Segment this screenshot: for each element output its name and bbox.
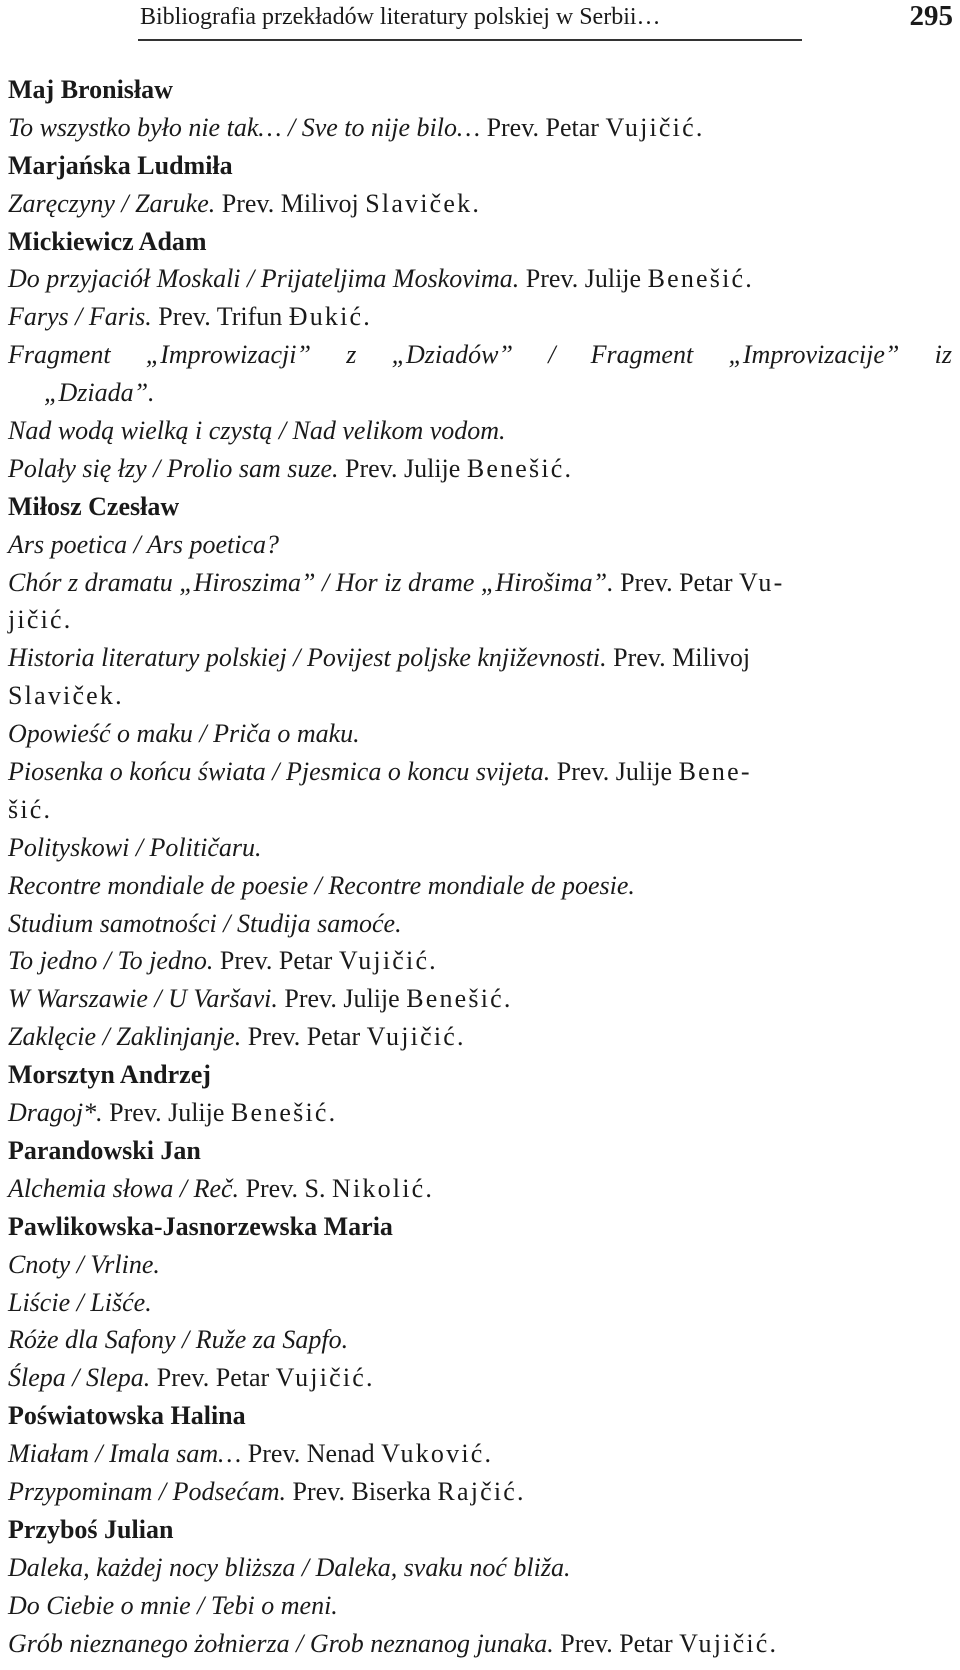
author-name: Morsztyn Andrzej	[8, 1060, 211, 1090]
translator-surname: Vuković.	[381, 1439, 494, 1469]
work-title-line	[8, 1549, 952, 1587]
translator-surname: Benešić.	[466, 453, 574, 483]
translator-label: Prev. Milivoj	[606, 643, 751, 673]
title-word: Fragment	[590, 340, 694, 370]
work-title: Zaklęcie / Zaklinjanje.	[8, 1022, 242, 1052]
running-header-title: Bibliografia przekładów literatury polskiej w Serbii…	[140, 4, 661, 30]
work-title-line	[8, 1625, 952, 1663]
work-title: Miałam / Imala sam…	[8, 1439, 242, 1469]
author-name: Poświatowska Halina	[8, 1401, 246, 1431]
page-number: 295	[909, 0, 953, 32]
translator-label: Prev. Petar	[553, 1628, 680, 1658]
author-name: Pawlikowska-Jasnorzewska Maria	[8, 1211, 393, 1241]
work-title: Daleka, każdej nocy bliższa / Daleka, svaku noć bliža.	[8, 1552, 571, 1582]
translator-surname: Đukić.	[288, 302, 372, 332]
work-title-line	[8, 564, 952, 602]
translator-surname: Vujičić.	[679, 1628, 779, 1658]
work-title: „Dziada”.	[44, 378, 155, 408]
translator-label: Prev. Trifun	[151, 302, 289, 332]
translator-label: Prev. Julije	[277, 984, 407, 1014]
header-rule	[138, 39, 802, 41]
work-title-line	[8, 1018, 952, 1056]
running-header	[0, 0, 960, 40]
author-name: Parandowski Jan	[8, 1135, 201, 1165]
translator-label: Prev. Julije	[102, 1098, 231, 1128]
translator-surname: Slaviček.	[365, 188, 482, 218]
translator-label: Prev. Julije	[519, 264, 648, 294]
translator-label: Prev. Julije	[338, 453, 467, 483]
work-title-line	[8, 791, 952, 829]
work-title: Dragoj*.	[8, 1098, 103, 1128]
work-title: Polały się łzy / Prolio sam suze.	[8, 453, 339, 483]
translator-label: Prev. S.	[239, 1173, 332, 1203]
work-title: Do Ciebie o mnie / Tebi o meni.	[8, 1590, 338, 1620]
work-title-line	[8, 260, 952, 298]
author-entry	[8, 147, 952, 223]
work-title: Chór z dramatu „Hiroszima” / Hor iz drame „Hirošima”.	[8, 567, 614, 597]
author-name: Mickiewicz Adam	[8, 226, 207, 256]
work-title: Do przyjaciół Moskali / Prijateljima Moskovima.	[8, 264, 520, 294]
translator-label: Prev. Milivoj	[215, 188, 366, 218]
translator-label: Prev. Petar	[613, 567, 739, 597]
title-word: „Improvizacije”	[728, 340, 900, 370]
work-title: Liście / Lišće.	[8, 1287, 152, 1317]
translator-label: Prev. Petar	[241, 1022, 367, 1052]
author-entry	[8, 1056, 952, 1132]
work-title: Róże dla Safony / Ruže za Sapfo.	[8, 1325, 349, 1355]
bibliography-list	[8, 71, 952, 1662]
title-word: iz	[934, 340, 952, 370]
translator-surname: Slaviček.	[8, 681, 124, 711]
translator-surname: Vujičić.	[338, 946, 438, 976]
work-title: Piosenka o końcu świata / Pjesmica o koncu svijeta.	[8, 757, 551, 787]
work-title: Przypominam / Podsećam.	[8, 1476, 287, 1506]
work-title-line	[8, 374, 952, 412]
work-title-line	[8, 867, 952, 905]
work-title-line	[8, 1473, 952, 1511]
work-title: To wszystko było nie tak… / Sve to nije bilo…	[8, 112, 481, 142]
work-title-line	[8, 1321, 952, 1359]
translator-label: Prev. Nenad	[241, 1439, 382, 1469]
author-name: Przyboś Julian	[8, 1514, 174, 1544]
work-title-line	[8, 1170, 952, 1208]
work-title-line	[8, 450, 952, 488]
author-entry	[8, 1132, 952, 1208]
work-title-line	[8, 1246, 952, 1284]
work-title-line	[8, 1094, 952, 1132]
work-title: To jedno / To jedno.	[8, 946, 214, 976]
work-title-line	[8, 753, 952, 791]
work-title-line	[8, 980, 952, 1018]
work-title-line	[8, 1587, 952, 1625]
work-title-line	[8, 1435, 952, 1473]
work-title-line	[8, 601, 952, 639]
work-title-line	[8, 109, 952, 147]
work-title-line	[8, 677, 952, 715]
work-title: Zaręczyny / Zaruke.	[8, 188, 216, 218]
work-title: Nad wodą wielką i czystą / Nad velikom vodom.	[8, 416, 506, 446]
work-title: Grób nieznanego żołnierza / Grob neznanog junaka.	[8, 1628, 554, 1658]
translator-label: Prev. Petar	[150, 1363, 276, 1393]
translator-label: Prev. Biserka	[286, 1476, 438, 1506]
translator-surname: Benešić.	[647, 264, 754, 294]
author-name: Miłosz Czesław	[8, 491, 180, 521]
work-title-line	[8, 1284, 952, 1322]
work-title-line	[8, 298, 952, 336]
work-title-line	[8, 526, 952, 564]
translator-label: Prev. Petar	[480, 112, 606, 142]
author-entry	[8, 488, 952, 1056]
work-title-line	[8, 412, 952, 450]
work-title-line	[8, 185, 952, 223]
author-entry	[8, 1208, 952, 1397]
work-title-line	[8, 905, 952, 943]
work-title: Opowieść o maku / Priča o maku.	[8, 719, 360, 749]
author-name: Marjańska Ludmiła	[8, 150, 233, 180]
translator-surname: jičić.	[8, 605, 73, 635]
translator-surname: Bene-	[678, 757, 752, 787]
author-entry	[8, 1511, 952, 1663]
work-title-line	[8, 829, 952, 867]
title-word: /	[548, 340, 556, 370]
title-word: „Dziadów”	[391, 340, 513, 370]
title-word: Fragment	[8, 340, 111, 370]
work-title: Recontre mondiale de poesie / Recontre mondiale de poesie.	[8, 870, 635, 900]
title-word: „Improwizacji”	[145, 340, 311, 370]
work-title-line	[8, 942, 952, 980]
work-title: Ars poetica / Ars poetica?	[8, 529, 280, 559]
translator-surname: Vujičić.	[275, 1363, 375, 1393]
work-title-line	[8, 639, 952, 677]
translator-label: Prev. Julije	[550, 757, 679, 787]
translator-surname: Nikolić.	[332, 1173, 435, 1203]
work-title: Alchemia słowa / Reč.	[8, 1173, 240, 1203]
work-title: Cnoty / Vrline.	[8, 1249, 160, 1279]
work-title: Historia literatury polskiej / Povijest poljske književnosti.	[8, 643, 607, 673]
author-entry	[8, 1397, 952, 1511]
translator-surname: Benešić.	[230, 1098, 338, 1128]
translator-surname: Rajčić.	[437, 1476, 526, 1506]
author-entry	[8, 223, 952, 488]
translator-surname: Vu-	[739, 567, 785, 597]
work-title-line	[8, 1359, 952, 1397]
translator-surname: šić.	[8, 794, 53, 824]
title-word: z	[346, 340, 357, 370]
author-entry	[8, 71, 952, 147]
work-title-line	[8, 715, 952, 753]
author-name: Maj Bronisław	[8, 75, 173, 104]
translator-surname: Vujičić.	[366, 1022, 466, 1052]
translator-surname: Vujičić.	[605, 112, 705, 142]
translator-surname: Benešić.	[406, 984, 513, 1014]
work-title: Farys / Faris.	[8, 302, 152, 332]
work-title: W Warszawie / U Varšavi.	[8, 984, 278, 1014]
work-title: Polityskowi / Političaru.	[8, 832, 262, 862]
work-title: Studium samotności / Studija samoće.	[8, 908, 402, 938]
work-title-line	[8, 336, 952, 374]
work-title: Ślepa / Slepa.	[8, 1363, 151, 1393]
translator-label: Prev. Petar	[213, 946, 339, 976]
